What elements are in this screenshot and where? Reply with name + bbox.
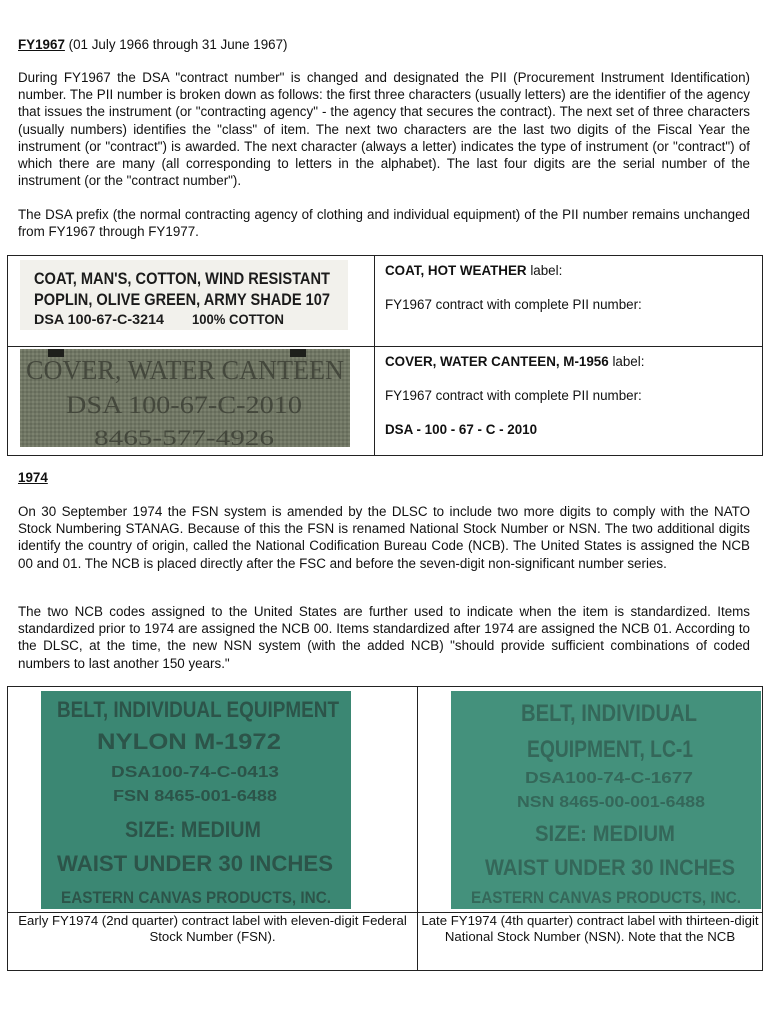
canteen-label-image-cell [8,347,375,456]
belt-nsn-label-image [451,691,761,909]
belt-fsn-line-4: FSN 8465-001-6488 [113,788,278,805]
heading-1974: 1974 [18,470,48,485]
belt-nsn-image-cell [418,687,763,913]
belt-nsn-caption: Late FY1974 (4th quarter) contract label with thirteen-digit National Stock Number (NSN). Note that the NCB [418,913,763,971]
coat-label-image [20,260,348,330]
paragraph-pii-description: During FY1967 the DSA "contract number" is changed and designated the PII (Procurement Instrument Identification) number. The PII number is broken down as follows: the first three characters (usually letters) are the identifier of the agency that issues the instrument (or "contracting agency" - the agency that secures the contract). The next set of three characters (usually numbers) identifies the "class" of item. The next two characters are the last two digits of the Fiscal Year the instrument (or "contract") is awarded. The next character (always a letter) indicates the type of instrument (or "contract") of which there are many (all corresponding to letters in the alphabet). The last four digits are the serial number of the instrument (or the "contract number"). [18,70,750,189]
belt-nsn-line-1: BELT, INDIVIDUAL [521,700,697,727]
belt-fsn-image-cell [8,687,418,913]
canteen-label-line-2: DSA 100-67-C-2010 [66,392,302,419]
belt-nsn-line-7: EASTERN CANVAS PRODUCTS, INC. [471,888,741,907]
coat-label-title: COAT, HOT WEATHER [385,263,527,278]
belt-fsn-line-5: SIZE: MEDIUM [125,817,261,842]
belt-nsn-line-4: NSN 8465-00-001-6488 [517,794,706,811]
paragraph-nsn-amendment: On 30 September 1974 the FSN system is amended by the DLSC to include two more digits to comply with the NATO Stock Numbering STANAG. Because of this the FSN is renamed National Stock Number or NSN. The two additional digits identify the country of origin, called the National Codification Bureau Code (NCB). The United States is assigned the NCB 00 and 01. The NCB is placed directly after the FSC and before the seven-digit non-significant number series. [18,504,750,571]
coat-label-line-4: 100% COTTON [192,311,284,327]
canteen-label-desc: FY1967 contract with complete PII number: [385,388,642,403]
table-row [8,687,763,913]
section-heading-fy1967 [18,36,750,53]
belt-nsn-line-3: DSA100-74-C-1677 [525,770,694,787]
canteen-label-line-1: COVER, WATER CANTEEN [26,355,344,385]
canteen-label-title: COVER, WATER CANTEEN, M-1956 [385,354,609,369]
coat-label-title-suffix: label: [526,263,563,278]
canteen-label-title-suffix: label: [608,354,645,369]
section-heading-1974 [18,469,750,486]
belt-fsn-line-2: NYLON M-1972 [97,729,281,754]
heading-fy1967-dates: (01 July 1966 through 31 June 1967) [64,37,288,52]
label-table-fy1967 [7,255,763,456]
coat-description-cell [375,256,763,347]
coat-label-line-1: COAT, MAN'S, COTTON, WIND RESISTANT [34,269,331,288]
table-row [8,256,763,347]
coat-label-line-3: DSA 100-67-C-3214 [34,311,165,327]
coat-label-desc: FY1967 contract with complete PII number: [385,297,642,312]
belt-label-table [7,686,763,971]
belt-fsn-line-6: WAIST UNDER 30 INCHES [57,851,333,876]
belt-fsn-line-3: DSA100-74-C-0413 [111,764,280,781]
table-row [8,913,763,971]
coat-label-line-2: POPLIN, OLIVE GREEN, ARMY SHADE 107 [34,290,330,309]
canteen-description-cell [375,347,763,456]
belt-fsn-line-1: BELT, INDIVIDUAL EQUIPMENT [57,697,340,722]
belt-fsn-label-image [41,691,351,909]
belt-nsn-line-5: SIZE: MEDIUM [535,821,675,846]
belt-nsn-line-2: EQUIPMENT, LC-1 [527,736,693,763]
canteen-label-line-3: 8465-577-4926 [94,425,274,450]
heading-fy1967: FY1967 [18,37,65,52]
canteen-label-image [20,349,350,450]
paragraph-ncb-codes: The two NCB codes assigned to the United States are further used to indicate when the item is standardized. Items standardized prior to 1974 are assigned the NCB 00. Items standardized after 1974 are assigned the NCB 01. According to the DLSC, at the time, the new NSN system (with the added NCB) "should provide sufficient combinations of coded numbers to last another 150 years." [18,604,750,671]
belt-nsn-line-6: WAIST UNDER 30 INCHES [485,855,735,880]
canteen-pii-number: DSA - 100 - 67 - C - 2010 [385,422,538,437]
belt-fsn-caption: Early FY1974 (2nd quarter) contract label with eleven-digit Federal Stock Number (FSN). [8,913,418,971]
paragraph-dsa-prefix: The DSA prefix (the normal contracting agency of clothing and individual equipment) of the PII number remains unchanged from FY1967 through FY1977. [18,207,750,240]
table-row [8,347,763,456]
belt-fsn-line-7: EASTERN CANVAS PRODUCTS, INC. [61,888,331,907]
coat-label-image-cell [8,256,375,347]
